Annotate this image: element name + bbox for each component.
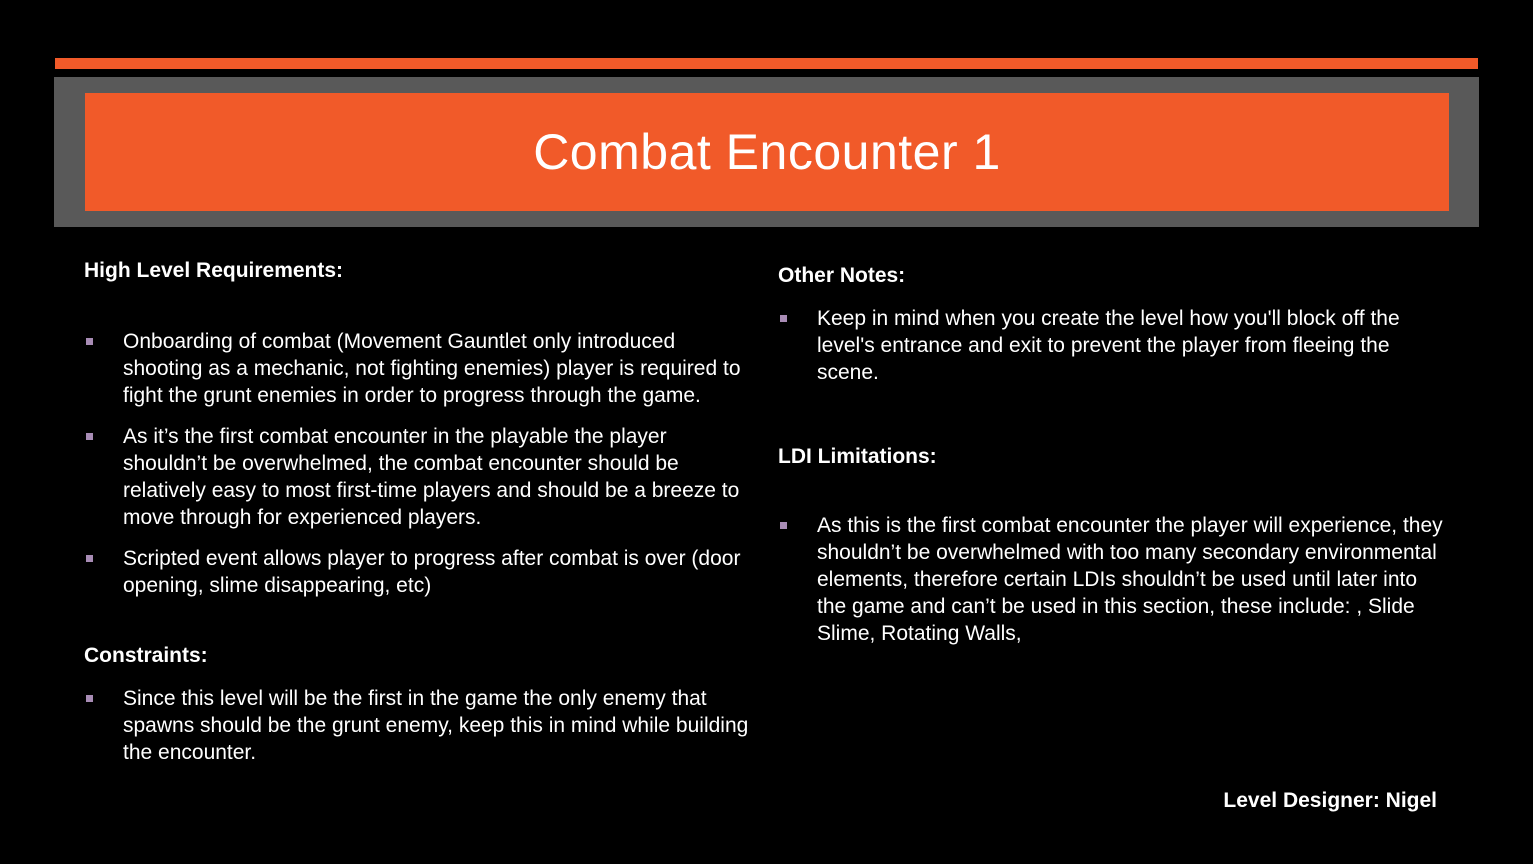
list-item: [84, 545, 754, 599]
square-bullet-icon: [780, 522, 787, 529]
list-item: [84, 685, 754, 766]
list-item: [84, 423, 754, 531]
square-bullet-icon: [780, 315, 787, 322]
constraints-heading: Constraints:: [84, 644, 208, 667]
square-bullet-icon: [86, 555, 93, 562]
list-item: [778, 305, 1448, 386]
list-item-text: As this is the first combat encounter the player will experience, they shouldn’t be overwhelmed with too many secondary environmental elements, therefore certain LDIs shouldn’t be used until later into the game and can’t be used in this section, these include: , Slide Slime, Rotating Walls,: [817, 514, 1443, 645]
list-item: [84, 328, 754, 409]
high-level-requirements-heading: High Level Requirements:: [84, 259, 344, 282]
ldi-limitations-heading: LDI Limitations:: [778, 445, 937, 468]
other-notes-heading: Other Notes:: [778, 264, 906, 287]
square-bullet-icon: [86, 338, 93, 345]
other-notes-list: [778, 305, 1448, 400]
list-item: [778, 512, 1448, 647]
constraints-list: [84, 685, 754, 780]
list-item-text: Since this level will be the first in the game the only enemy that spawns should be the grunt enemy, keep this in mind while building the encounter.: [123, 687, 749, 764]
level-designer-credit: Level Designer: Nigel: [1223, 789, 1437, 812]
accent-stripe: [55, 58, 1478, 69]
square-bullet-icon: [86, 433, 93, 440]
list-item-text: Scripted event allows player to progress after combat is over (door opening, slime disappearing, etc): [123, 547, 741, 597]
list-item-text: As it’s the first combat encounter in the playable the player shouldn’t be overwhelmed, the combat encounter should be relatively easy to most first-time players and should be a breeze to move through for experienced players.: [123, 425, 740, 529]
slide-title: Combat Encounter 1: [533, 124, 1001, 180]
square-bullet-icon: [86, 695, 93, 702]
list-item-text: Keep in mind when you create the level how you'll block off the level's entrance and exit to prevent the player from fleeing the scene.: [817, 307, 1400, 384]
list-item-text: Onboarding of combat (Movement Gauntlet only introduced shooting as a mechanic, not fighting enemies) player is required to fight the grunt enemies in order to progress through the game.: [123, 330, 741, 407]
title-frame: [54, 77, 1479, 227]
high-level-requirements-list: [84, 328, 754, 613]
title-banner: [85, 93, 1449, 211]
ldi-limitations-list: [778, 512, 1448, 661]
